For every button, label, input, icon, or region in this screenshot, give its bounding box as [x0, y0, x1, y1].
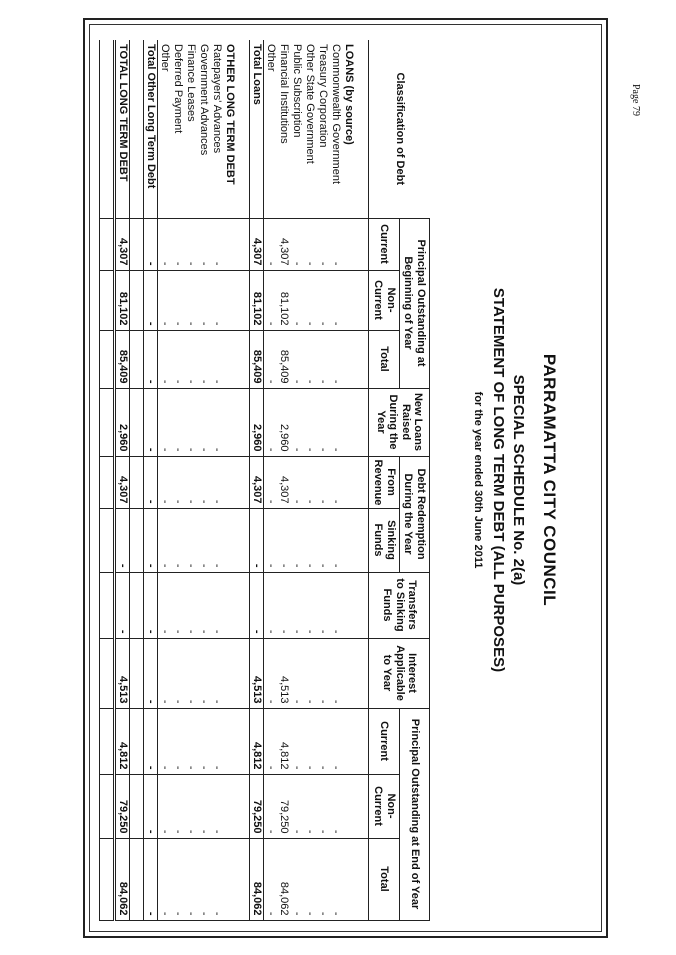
value-cell: -	[184, 388, 197, 456]
row-label: Public Subscription	[290, 40, 303, 218]
row-label: Total Other Long Term Debt	[144, 40, 158, 218]
value-cell: -	[290, 218, 303, 270]
value-cell: -	[144, 388, 158, 456]
value-cell: -	[158, 218, 172, 270]
total-row	[250, 40, 264, 920]
value-cell: 2,960	[277, 388, 290, 456]
value-cell: -	[184, 708, 197, 774]
value-cell: -	[316, 218, 329, 270]
page-number: Page 79	[630, 84, 641, 116]
spacer-row	[130, 40, 144, 920]
value-cell: 84,062	[115, 838, 130, 920]
grand-total-row	[115, 40, 130, 920]
value-cell: 4,307	[250, 456, 264, 508]
header-redemption: Debt Redemption During the Year	[399, 456, 429, 572]
value-cell: -	[316, 638, 329, 708]
header-new-loans: New Loans Raised During the Year	[369, 388, 430, 456]
value-cell: 85,409	[115, 330, 130, 388]
table-row	[158, 40, 172, 920]
title-block	[472, 40, 565, 920]
value-cell: -	[316, 270, 329, 330]
value-cell: -	[329, 330, 342, 388]
value-cell: -	[210, 508, 223, 572]
value-cell: -	[184, 330, 197, 388]
header-interest: Interest Applicable to Year	[369, 638, 430, 708]
value-cell: 2,960	[250, 388, 264, 456]
section-heading-row	[223, 40, 236, 920]
value-cell: -	[144, 456, 158, 508]
row-label: TOTAL LONG TERM DEBT	[115, 40, 130, 218]
value-cell: -	[316, 774, 329, 838]
value-cell: 4,307	[115, 218, 130, 270]
spacer-row	[355, 40, 369, 920]
value-cell: 79,250	[277, 774, 290, 838]
value-cell: -	[158, 270, 172, 330]
table-row	[197, 40, 210, 920]
row-label: Government Advances	[197, 40, 210, 218]
value-cell: -	[171, 270, 184, 330]
value-cell: -	[303, 572, 316, 638]
value-cell: -	[303, 638, 316, 708]
value-cell: -	[171, 218, 184, 270]
value-cell: -	[264, 270, 278, 330]
value-cell: -	[144, 270, 158, 330]
value-cell: -	[197, 330, 210, 388]
value-cell: -	[264, 330, 278, 388]
value-cell: 4,307	[277, 456, 290, 508]
value-cell: -	[290, 838, 303, 920]
value-cell: 85,409	[250, 330, 264, 388]
value-cell: 84,062	[250, 838, 264, 920]
period-subtitle: for the year ended 30th June 2011	[472, 391, 484, 569]
value-cell: -	[329, 218, 342, 270]
value-cell: -	[144, 774, 158, 838]
council-title: PARRAMATTA CITY COUNCIL	[540, 353, 559, 607]
table-row	[277, 40, 290, 920]
value-cell: -	[329, 388, 342, 456]
value-cell: -	[316, 508, 329, 572]
value-cell: -	[250, 508, 264, 572]
value-cell: -	[264, 218, 278, 270]
value-cell: -	[144, 572, 158, 638]
header-classification: Classification of Debt	[369, 40, 430, 218]
long-term-debt-table	[99, 40, 430, 921]
value-cell: 85,409	[277, 330, 290, 388]
value-cell: -	[158, 838, 172, 920]
value-cell: 81,102	[277, 270, 290, 330]
header-principal-end: Principal Outstanding at End of Year	[399, 708, 429, 920]
value-cell: 2,960	[115, 388, 130, 456]
value-cell: -	[115, 572, 130, 638]
value-cell: -	[197, 572, 210, 638]
value-cell: -	[210, 708, 223, 774]
value-cell: -	[329, 508, 342, 572]
value-cell: -	[197, 774, 210, 838]
value-cell: -	[171, 838, 184, 920]
table-row	[329, 40, 342, 920]
value-cell: -	[158, 708, 172, 774]
value-cell: 4,307	[115, 456, 130, 508]
row-label: Deferred Payment	[171, 40, 184, 218]
header-total: Total	[369, 838, 399, 920]
value-cell: -	[158, 774, 172, 838]
value-cell: 4,513	[115, 638, 130, 708]
total-row	[144, 40, 158, 920]
header-from-revenue: From Revenue	[369, 456, 399, 508]
value-cell: -	[144, 838, 158, 920]
value-cell: -	[184, 572, 197, 638]
value-cell: -	[290, 572, 303, 638]
value-cell: -	[264, 638, 278, 708]
row-label: Other	[264, 40, 278, 218]
table-body	[100, 40, 369, 920]
value-cell: -	[171, 774, 184, 838]
header-sinking-funds: Sinking Funds	[369, 508, 399, 572]
value-cell: -	[290, 708, 303, 774]
value-cell: -	[316, 330, 329, 388]
value-cell: -	[316, 388, 329, 456]
value-cell: -	[197, 456, 210, 508]
row-label: Commonwealth Government	[329, 40, 342, 218]
header-current: Current	[369, 708, 399, 774]
value-cell: -	[290, 456, 303, 508]
table-row	[303, 40, 316, 920]
value-cell: -	[210, 218, 223, 270]
spacer-row	[100, 40, 115, 920]
header-total: Total	[369, 330, 399, 388]
value-cell: -	[197, 838, 210, 920]
value-cell: -	[184, 218, 197, 270]
value-cell: -	[210, 838, 223, 920]
value-cell: -	[210, 638, 223, 708]
value-cell: -	[264, 708, 278, 774]
value-cell: -	[329, 456, 342, 508]
value-cell: -	[184, 774, 197, 838]
value-cell: -	[264, 508, 278, 572]
row-label: Ratepayers' Advances	[210, 40, 223, 218]
row-label: Total Loans	[250, 40, 264, 218]
value-cell: -	[144, 508, 158, 572]
value-cell: -	[250, 572, 264, 638]
value-cell: 84,062	[277, 838, 290, 920]
value-cell: 4,513	[250, 638, 264, 708]
value-cell: -	[197, 218, 210, 270]
value-cell: -	[277, 508, 290, 572]
value-cell: -	[171, 638, 184, 708]
row-label: Treasury Corporation	[316, 40, 329, 218]
value-cell: -	[144, 638, 158, 708]
value-cell: -	[290, 270, 303, 330]
value-cell: -	[210, 774, 223, 838]
value-cell: -	[158, 388, 172, 456]
value-cell: -	[303, 708, 316, 774]
value-cell: -	[329, 708, 342, 774]
value-cell: -	[184, 508, 197, 572]
value-cell: -	[316, 572, 329, 638]
section-heading: OTHER LONG TERM DEBT	[223, 40, 236, 218]
statement-title: STATEMENT OF LONG TERM DEBT (ALL PURPOSES)	[490, 287, 507, 673]
value-cell: -	[290, 508, 303, 572]
value-cell: -	[184, 638, 197, 708]
row-label: Other State Government	[303, 40, 316, 218]
value-cell: -	[171, 388, 184, 456]
table-row	[290, 40, 303, 920]
table-row	[184, 40, 197, 920]
value-cell: -	[290, 388, 303, 456]
value-cell: 4,513	[277, 638, 290, 708]
table-row	[210, 40, 223, 920]
value-cell: -	[329, 270, 342, 330]
section-heading: LOANS (by source)	[342, 40, 355, 218]
value-cell: -	[264, 774, 278, 838]
value-cell: -	[303, 774, 316, 838]
header-non-current: Non-Current	[369, 270, 399, 330]
value-cell: -	[264, 388, 278, 456]
value-cell: -	[171, 508, 184, 572]
value-cell: 4,307	[250, 218, 264, 270]
value-cell: 4,812	[115, 708, 130, 774]
value-cell: -	[158, 456, 172, 508]
value-cell: 4,812	[277, 708, 290, 774]
value-cell: -	[316, 708, 329, 774]
value-cell: -	[171, 708, 184, 774]
value-cell: -	[171, 330, 184, 388]
value-cell: -	[303, 330, 316, 388]
value-cell: -	[197, 508, 210, 572]
header-current: Current	[369, 218, 399, 270]
value-cell: -	[158, 638, 172, 708]
value-cell: -	[184, 270, 197, 330]
table-row	[264, 40, 278, 920]
row-label: Finance Leases	[184, 40, 197, 218]
value-cell: -	[210, 456, 223, 508]
value-cell: -	[158, 330, 172, 388]
value-cell: -	[210, 572, 223, 638]
section-heading-row	[342, 40, 355, 920]
value-cell: -	[197, 270, 210, 330]
value-cell: -	[171, 456, 184, 508]
value-cell: -	[290, 330, 303, 388]
value-cell: -	[264, 838, 278, 920]
value-cell: -	[329, 774, 342, 838]
value-cell: -	[316, 456, 329, 508]
row-label: Other	[158, 40, 172, 218]
header-transfers: Transfers to Sinking Funds	[369, 572, 430, 638]
value-cell: -	[264, 572, 278, 638]
value-cell: -	[171, 572, 184, 638]
value-cell: -	[210, 330, 223, 388]
value-cell: -	[277, 572, 290, 638]
value-cell: -	[144, 330, 158, 388]
value-cell: -	[290, 774, 303, 838]
value-cell: -	[184, 456, 197, 508]
value-cell: 4,812	[250, 708, 264, 774]
spacer-row	[236, 40, 250, 920]
value-cell: -	[197, 638, 210, 708]
rotated-document	[115, 40, 565, 920]
value-cell: -	[158, 572, 172, 638]
value-cell: -	[115, 508, 130, 572]
value-cell: -	[197, 388, 210, 456]
value-cell: -	[303, 456, 316, 508]
value-cell: 81,102	[115, 270, 130, 330]
value-cell: 79,250	[250, 774, 264, 838]
table-row	[171, 40, 184, 920]
value-cell: -	[197, 708, 210, 774]
value-cell: -	[329, 838, 342, 920]
value-cell: 79,250	[115, 774, 130, 838]
value-cell: -	[290, 638, 303, 708]
table-row	[316, 40, 329, 920]
value-cell: -	[303, 388, 316, 456]
value-cell: -	[316, 838, 329, 920]
value-cell: 4,307	[277, 218, 290, 270]
value-cell: -	[158, 508, 172, 572]
value-cell: -	[303, 218, 316, 270]
value-cell: -	[329, 638, 342, 708]
header-principal-begin: Principal Outstanding at Beginning of Year	[399, 218, 429, 388]
value-cell: 81,102	[250, 270, 264, 330]
value-cell: -	[264, 456, 278, 508]
header-non-current: Non-Current	[369, 774, 399, 838]
value-cell: -	[144, 708, 158, 774]
value-cell: -	[184, 838, 197, 920]
value-cell: -	[210, 388, 223, 456]
value-cell: -	[303, 508, 316, 572]
value-cell: -	[144, 218, 158, 270]
value-cell: -	[210, 270, 223, 330]
row-label: Financial Institutions	[277, 40, 290, 218]
value-cell: -	[303, 838, 316, 920]
value-cell: -	[329, 572, 342, 638]
schedule-title: SPECIAL SCHEDULE No. 2(a)	[510, 374, 527, 586]
value-cell: -	[303, 270, 316, 330]
